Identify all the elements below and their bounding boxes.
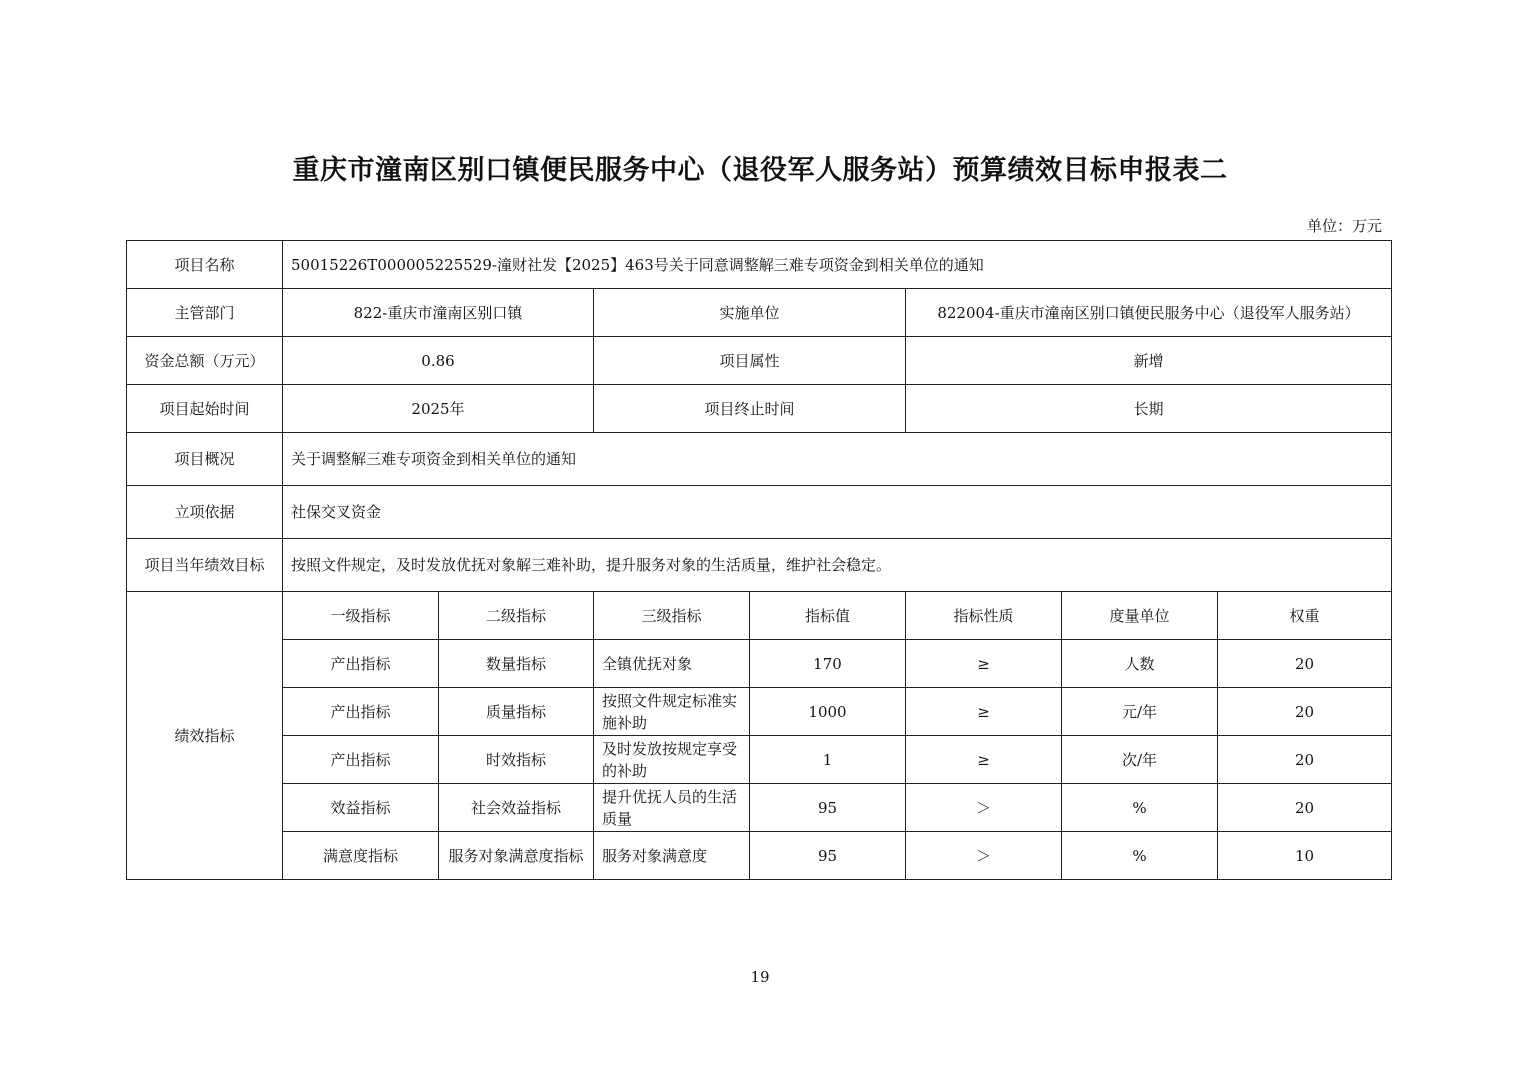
attr-label: 项目属性 xyxy=(594,337,906,385)
nature-cell: ≥ xyxy=(906,640,1062,688)
unit-cell: 人数 xyxy=(1062,640,1218,688)
overview-label: 项目概况 xyxy=(127,433,283,486)
start-value: 2025年 xyxy=(283,385,594,433)
value-cell: 1 xyxy=(750,736,906,784)
unit-cell: 次/年 xyxy=(1062,736,1218,784)
level2-cell: 服务对象满意度指标 xyxy=(439,832,594,880)
unit-cell: 元/年 xyxy=(1062,688,1218,736)
level2-cell: 时效指标 xyxy=(439,736,594,784)
level1-cell: 效益指标 xyxy=(283,784,439,832)
row-project-name xyxy=(127,241,1392,289)
table-row xyxy=(127,688,1392,736)
budget-performance-table xyxy=(126,240,1392,880)
row-fund xyxy=(127,337,1392,385)
fund-value: 0.86 xyxy=(283,337,594,385)
level2-cell: 数量指标 xyxy=(439,640,594,688)
nature-cell: ＞ xyxy=(906,784,1062,832)
impl-value: 822004-重庆市潼南区别口镇便民服务中心（退役军人服务站） xyxy=(906,289,1392,337)
end-value: 长期 xyxy=(906,385,1392,433)
perf-header-row xyxy=(127,592,1392,640)
row-goal xyxy=(127,539,1392,592)
perf-label: 绩效指标 xyxy=(127,592,283,880)
goal-value: 按照文件规定，及时发放优抚对象解三难补助，提升服务对象的生活质量，维护社会稳定。 xyxy=(283,539,1392,592)
page-number: 19 xyxy=(750,968,770,986)
level1-cell: 产出指标 xyxy=(283,736,439,784)
weight-cell: 20 xyxy=(1218,736,1392,784)
row-overview xyxy=(127,433,1392,486)
table-row xyxy=(127,832,1392,880)
table-row xyxy=(127,784,1392,832)
perf-header-cell: 二级指标 xyxy=(439,592,594,640)
basis-value: 社保交叉资金 xyxy=(283,486,1392,539)
row-basis xyxy=(127,486,1392,539)
level3-cell: 及时发放按规定享受的补助 xyxy=(594,736,750,784)
perf-header-cell: 三级指标 xyxy=(594,592,750,640)
unit-cell: % xyxy=(1062,784,1218,832)
unit-note: 单位：万元 xyxy=(1306,217,1382,235)
level2-cell: 质量指标 xyxy=(439,688,594,736)
level3-cell: 按照文件规定标准实施补助 xyxy=(594,688,750,736)
perf-header-cell: 指标值 xyxy=(750,592,906,640)
overview-value: 关于调整解三难专项资金到相关单位的通知 xyxy=(283,433,1392,486)
dept-value: 822-重庆市潼南区别口镇 xyxy=(283,289,594,337)
perf-header-cell: 一级指标 xyxy=(283,592,439,640)
basis-label: 立项依据 xyxy=(127,486,283,539)
nature-cell: ≥ xyxy=(906,736,1062,784)
level3-cell: 服务对象满意度 xyxy=(594,832,750,880)
project-name-value: 50015226T000005225529-潼财社发【2025】463号关于同意调整解三难专项资金到相关单位的通知 xyxy=(283,241,1392,289)
end-label: 项目终止时间 xyxy=(594,385,906,433)
perf-header-cell: 度量单位 xyxy=(1062,592,1218,640)
value-cell: 95 xyxy=(750,832,906,880)
page-title: 重庆市潼南区别口镇便民服务中心（退役军人服务站）预算绩效目标申报表二 xyxy=(292,155,1228,186)
weight-cell: 10 xyxy=(1218,832,1392,880)
level1-cell: 产出指标 xyxy=(283,640,439,688)
level1-cell: 满意度指标 xyxy=(283,832,439,880)
level3-cell: 全镇优抚对象 xyxy=(594,640,750,688)
level2-cell: 社会效益指标 xyxy=(439,784,594,832)
value-cell: 170 xyxy=(750,640,906,688)
goal-label: 项目当年绩效目标 xyxy=(127,539,283,592)
weight-cell: 20 xyxy=(1218,784,1392,832)
value-cell: 95 xyxy=(750,784,906,832)
start-label: 项目起始时间 xyxy=(127,385,283,433)
row-department xyxy=(127,289,1392,337)
nature-cell: ＞ xyxy=(906,832,1062,880)
table-row xyxy=(127,736,1392,784)
row-time xyxy=(127,385,1392,433)
dept-label: 主管部门 xyxy=(127,289,283,337)
perf-header-cell: 指标性质 xyxy=(906,592,1062,640)
perf-header-cell: 权重 xyxy=(1218,592,1392,640)
weight-cell: 20 xyxy=(1218,640,1392,688)
unit-cell: % xyxy=(1062,832,1218,880)
fund-label: 资金总额（万元） xyxy=(127,337,283,385)
value-cell: 1000 xyxy=(750,688,906,736)
attr-value: 新增 xyxy=(906,337,1392,385)
weight-cell: 20 xyxy=(1218,688,1392,736)
level1-cell: 产出指标 xyxy=(283,688,439,736)
nature-cell: ≥ xyxy=(906,688,1062,736)
project-name-label: 项目名称 xyxy=(127,241,283,289)
level3-cell: 提升优抚人员的生活质量 xyxy=(594,784,750,832)
table-row xyxy=(127,640,1392,688)
impl-label: 实施单位 xyxy=(594,289,906,337)
